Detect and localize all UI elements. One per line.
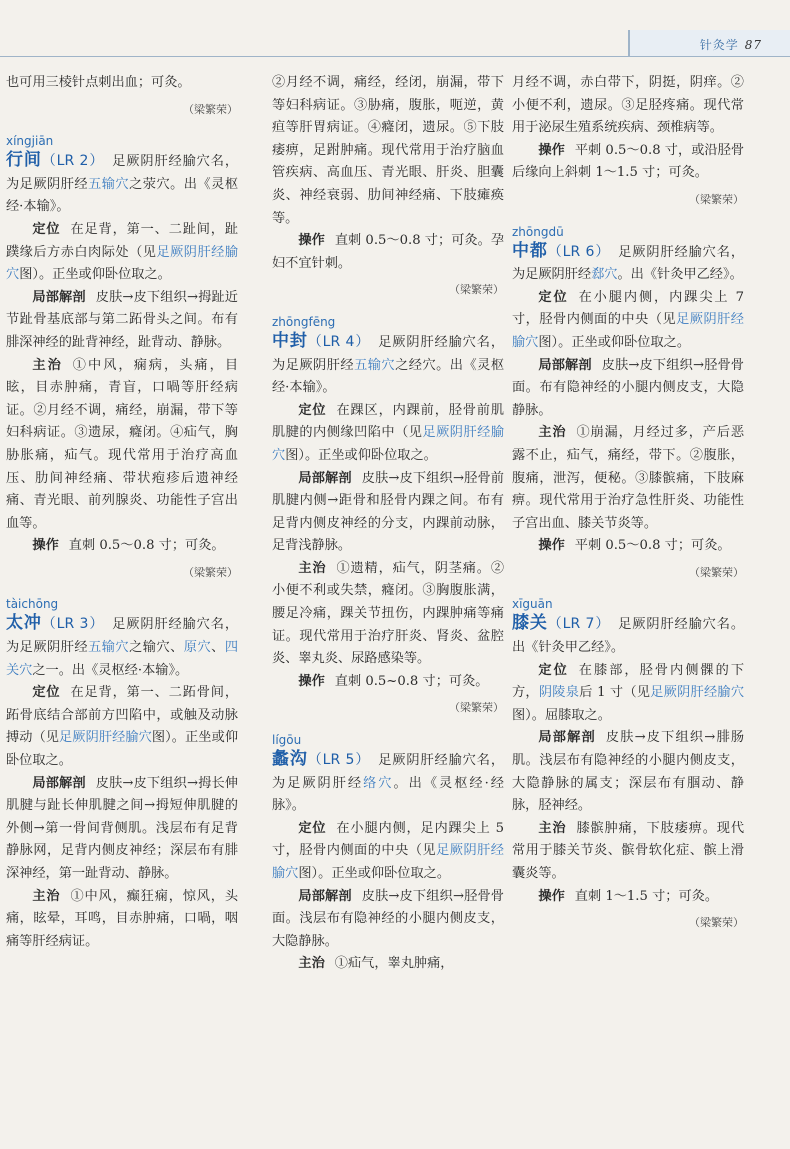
cross-reference-link[interactable]: 原穴 (183, 640, 212, 656)
entry-title: 膝关 (512, 613, 548, 634)
section-label: 操作 (538, 538, 565, 554)
figure-reference-link[interactable]: 足厥阴肝经腧穴 (272, 843, 504, 881)
location-paragraph: 定位 在足背，第一、二趾间，趾蹼缘后方赤白肉际处（见足厥阴肝经腧穴图）。正坐或仰卧位取之。 (6, 221, 239, 283)
indications-paragraph: 主治 ①中风，癫狂痫，惊风，头痛，眩晕，耳鸣，目赤肿痛，口喎，咽痛等肝经病证。 (6, 888, 239, 949)
section-label: 操作 (538, 142, 565, 158)
author-signature: （梁繁荣） (183, 565, 238, 579)
header-rule (0, 56, 790, 57)
indications-paragraph: 主治 膝髌肿痛，下肢痿痹。现代常用于膝关节炎、髌骨软化症、髌上滑囊炎等。 (512, 820, 745, 881)
entry-code: （LR 3） (41, 616, 105, 633)
continued-text: 月经不调，赤白带下，阴挺，阴痒。②小便不利，遗尿。③足胫疼痛。现代常用于泌尿生殖系统疾病、颈椎病等。 (512, 75, 744, 136)
entry-intro: 中封（LR 4） 足厥阴肝经腧穴名，为足厥阴肝经五输穴之经穴。出《灵枢经·本输》。 (272, 330, 505, 396)
entry-pinyin: xíngjiān (6, 134, 54, 149)
cross-reference-link[interactable]: 阴陵泉 (538, 685, 580, 701)
running-head (700, 36, 762, 53)
entry-taichong (6, 596, 238, 953)
column-1 (6, 72, 238, 953)
operation-paragraph: 操作 直刺 0.5～0.8 寸；可灸。孕妇不宜针刺。 (272, 233, 505, 271)
entry-intro: 行间（LR 2） 足厥阴肝经腧穴名，为足厥阴肝经五输穴之荥穴。出《灵枢经·本输》。 (6, 150, 239, 215)
entry-xingjian (6, 133, 238, 584)
entry-intro: 蠡沟（LR 5） 足厥阴肝经腧穴名，为足厥阴肝经络穴。出《灵枢经·经脉》。 (272, 749, 505, 814)
cross-reference-link[interactable]: 五输穴 (354, 357, 396, 373)
anatomy-paragraph: 局部解剖 皮肤→皮下组织→拇趾近节趾骨基底部与第二跖骨头之间。布有腓深神经的趾背神经，趾背动、静脉。 (6, 289, 238, 350)
entry-title: 太冲 (6, 613, 42, 634)
figure-reference-link[interactable]: 足厥阴肝经腧穴 (512, 312, 744, 350)
section-label: 定位 (538, 289, 569, 305)
author-signature: （梁繁荣） (183, 102, 238, 116)
entry-intro: 中都（LR 6） 足厥阴肝经腧穴名，为足厥阴肝经郄穴。出《针灸甲乙经》。 (512, 240, 745, 283)
entry-intro: 膝关（LR 7） 足厥阴肝经腧穴名。出《针灸甲乙经》。 (512, 613, 745, 656)
continued-text: ②月经不调，痛经，经闭，崩漏，带下等妇科病证。③胁痛，腹胀，呃逆，黄疸等肝胃病证。④癃闭，遗尿。⑤下肢痿痹，足跗肿痛。现代常用于治疗脑血管疾病、高血压、青光眼、肝炎、胆囊炎、神经衰弱、肋间神经痛、下肢瘫痪等。 (272, 75, 504, 226)
location-paragraph: 定位 在踝区，内踝前，胫骨前肌肌腱的内侧缘凹陷中（见足厥阴肝经腧穴图）。正坐或仰卧位取之。 (272, 402, 505, 463)
section-label: 主治 (538, 820, 567, 836)
entry-zhongfeng (272, 314, 504, 720)
entry-pinyin: lígōu (272, 733, 302, 748)
indications-paragraph: 主治 ①遗精，疝气，阴茎痛。②小便不利或失禁，癃闭。③胸腹胀满，腰足冷痛，踝关节扭伤，内踝肿痛等痛证。现代常用于治疗肝炎、肾炎、盆腔炎、睾丸炎、尿路感染等。 (272, 560, 505, 667)
figure-reference-link[interactable]: 足厥阴肝经腧穴 (272, 425, 505, 463)
entry-code: （LR 6） (547, 243, 611, 260)
operation-paragraph: 操作 直刺 1～1.5 寸；可灸。 (538, 888, 719, 904)
section-label: 局部解剖 (32, 289, 86, 305)
author-signature: （梁繁荣） (449, 283, 504, 297)
entry-zhongdu (512, 224, 744, 585)
location-paragraph: 定位 在小腿内侧，足内踝尖上 5 寸，胫骨内侧面的中央（见足厥阴肝经腧穴图）。正坐或仰卧位取之。 (272, 820, 504, 881)
section-label: 局部解剖 (298, 470, 352, 486)
section-label: 定位 (32, 221, 61, 237)
operation-paragraph: 操作 平刺 0.5～0.8 寸，或沿胫骨后缘向上斜刺 1～1.5 寸；可灸。 (512, 142, 745, 181)
section-label: 主治 (32, 888, 61, 904)
location-paragraph: 定位 在小腿内侧，内踝尖上 7 寸，胫骨内侧面的中央（见足厥阴肝经腧穴图）。正坐或仰卧位取之。 (512, 289, 744, 350)
operation-paragraph: 操作 直刺 0.5~0.8 寸；可灸。 (298, 673, 489, 689)
cross-reference-link[interactable]: 五输穴 (88, 640, 130, 656)
entry-intro: 太冲（LR 3） 足厥阴肝经腧穴名，为足厥阴肝经五输穴之输穴、原穴、四关穴之一。出《灵枢经·本输》。 (6, 613, 239, 678)
operation-paragraph: 操作 平刺 0.5～0.8 寸；可灸。 (538, 538, 731, 554)
indications-paragraph: 主治 ①疝气，睾丸肿痛， (298, 956, 454, 972)
author-signature: （梁繁荣） (449, 701, 504, 715)
indications-paragraph: 主治 ①崩漏，月经过多，产后恶露不止，疝气，痛经，带下。②腹胀，腹痛，泄泻，便秘。③膝髌痛，下肢麻痹。现代常用于治疗急性肝炎、功能性子宫出血、膝关节炎等。 (512, 425, 745, 531)
cross-reference-link[interactable]: 五输穴 (88, 176, 130, 192)
entry-code: （LR 5） (307, 752, 371, 769)
cross-reference-link[interactable]: 四关穴 (6, 640, 239, 678)
entry-title: 行间 (6, 150, 42, 171)
entry-ligou (272, 732, 504, 976)
anatomy-paragraph: 局部解剖 皮肤→皮下组织→腓肠肌。浅层布有隐神经的小腿内侧皮支，大隐静脉的属支；深层布有腘动、静脉，胫神经。 (512, 730, 745, 814)
entry-code: （LR 4） (307, 333, 371, 350)
cross-reference-link[interactable]: 郄穴 (591, 267, 618, 283)
entry-title: 中都 (512, 240, 548, 261)
entry-code: （LR 2） (41, 153, 105, 170)
anatomy-paragraph: 局部解剖 皮肤→皮下组织→胫骨前肌腱内侧→距骨和胫骨内踝之间。布有足背内侧皮神经的分支，内踝前动脉，足背浅静脉。 (272, 470, 504, 554)
entry-pinyin: tàichōng (6, 597, 59, 612)
section-label: 定位 (538, 662, 569, 678)
entry-pinyin: zhōngdū (512, 224, 564, 239)
section-label: 局部解剖 (32, 775, 86, 791)
section-label: 定位 (32, 685, 61, 701)
figure-reference-link[interactable]: 足厥阴肝经腧穴 (6, 244, 239, 283)
cross-reference-link[interactable]: 络穴 (363, 775, 394, 791)
page-number: 87 (744, 38, 762, 52)
entry-pinyin: xīguān (512, 597, 553, 612)
entry-pinyin: zhōngfēng (272, 314, 336, 329)
section-label: 操作 (32, 538, 59, 554)
section-label: 操作 (538, 888, 565, 904)
entry-title: 中封 (272, 330, 308, 351)
column-3 (512, 72, 744, 937)
section-label: 主治 (298, 560, 327, 576)
indications-paragraph: 主治 ①中风，痫病，头痛，目眩，目赤肿痛，青盲，口喎等肝经病证。②月经不调，痛经，崩漏，带下等妇科病证。③遗尿，癃闭。④疝气，胸胁胀痛，疝气。现代常用于治疗高血压、肋间神经痛、带状疱疹后遗神经痛、青光眼、前列腺炎、功能性子宫出血等。 (6, 357, 239, 531)
section-label: 局部解剖 (298, 888, 352, 904)
section-label: 定位 (298, 820, 327, 836)
figure-reference-link[interactable]: 足厥阴肝经腧穴 (650, 685, 745, 701)
continued-text: 也可用三棱针点刺出血；可灸。 (6, 75, 191, 90)
anatomy-paragraph: 局部解剖 皮肤→皮下组织→胫骨骨面。布有隐神经的小腿内侧皮支，大隐静脉。 (512, 357, 744, 418)
author-signature: （梁繁荣） (689, 916, 744, 930)
section-label: 主治 (32, 357, 63, 373)
location-paragraph: 定位 在足背，第一、二跖骨间，跖骨底结合部前方凹陷中，或触及动脉搏动（见足厥阴肝经腧穴图）。正坐或仰卧位取之。 (6, 685, 239, 769)
figure-reference-link[interactable]: 足厥阴肝经腧穴 (59, 730, 152, 746)
anatomy-paragraph: 局部解剖 皮肤→皮下组织→拇长伸肌腱与趾长伸肌腱之间→拇短伸肌腱的外侧→第一骨间背侧肌。浅层布有足背静脉网，足背内侧皮神经；深层布有腓深神经，第一趾背动、静脉。 (6, 775, 238, 881)
location-paragraph: 定位 在膝部，胫骨内侧髁的下方，阴陵泉后 1 寸（见足厥阴肝经腧穴图）。屈膝取之。 (512, 662, 745, 723)
section-label: 定位 (298, 402, 327, 418)
entry-xiguan (512, 596, 744, 934)
author-signature: （梁繁荣） (689, 565, 744, 579)
entry-code: （LR 7） (547, 616, 611, 633)
section-label: 局部解剖 (538, 730, 596, 746)
author-signature: （梁繁荣） (689, 192, 744, 206)
section-label: 操作 (298, 233, 325, 249)
running-title: 针灸学 (699, 38, 739, 52)
section-label: 主治 (538, 425, 567, 441)
entry-title: 蠡沟 (272, 749, 308, 770)
section-label: 局部解剖 (538, 357, 592, 373)
section-label: 主治 (298, 956, 325, 972)
anatomy-paragraph: 局部解剖 皮肤→皮下组织→胫骨骨面。浅层布有隐神经的小腿内侧皮支，大隐静脉。 (272, 888, 504, 949)
section-label: 操作 (298, 673, 325, 689)
column-2 (272, 72, 504, 976)
operation-paragraph: 操作 直刺 0.5～0.8 寸；可灸。 (32, 538, 225, 554)
